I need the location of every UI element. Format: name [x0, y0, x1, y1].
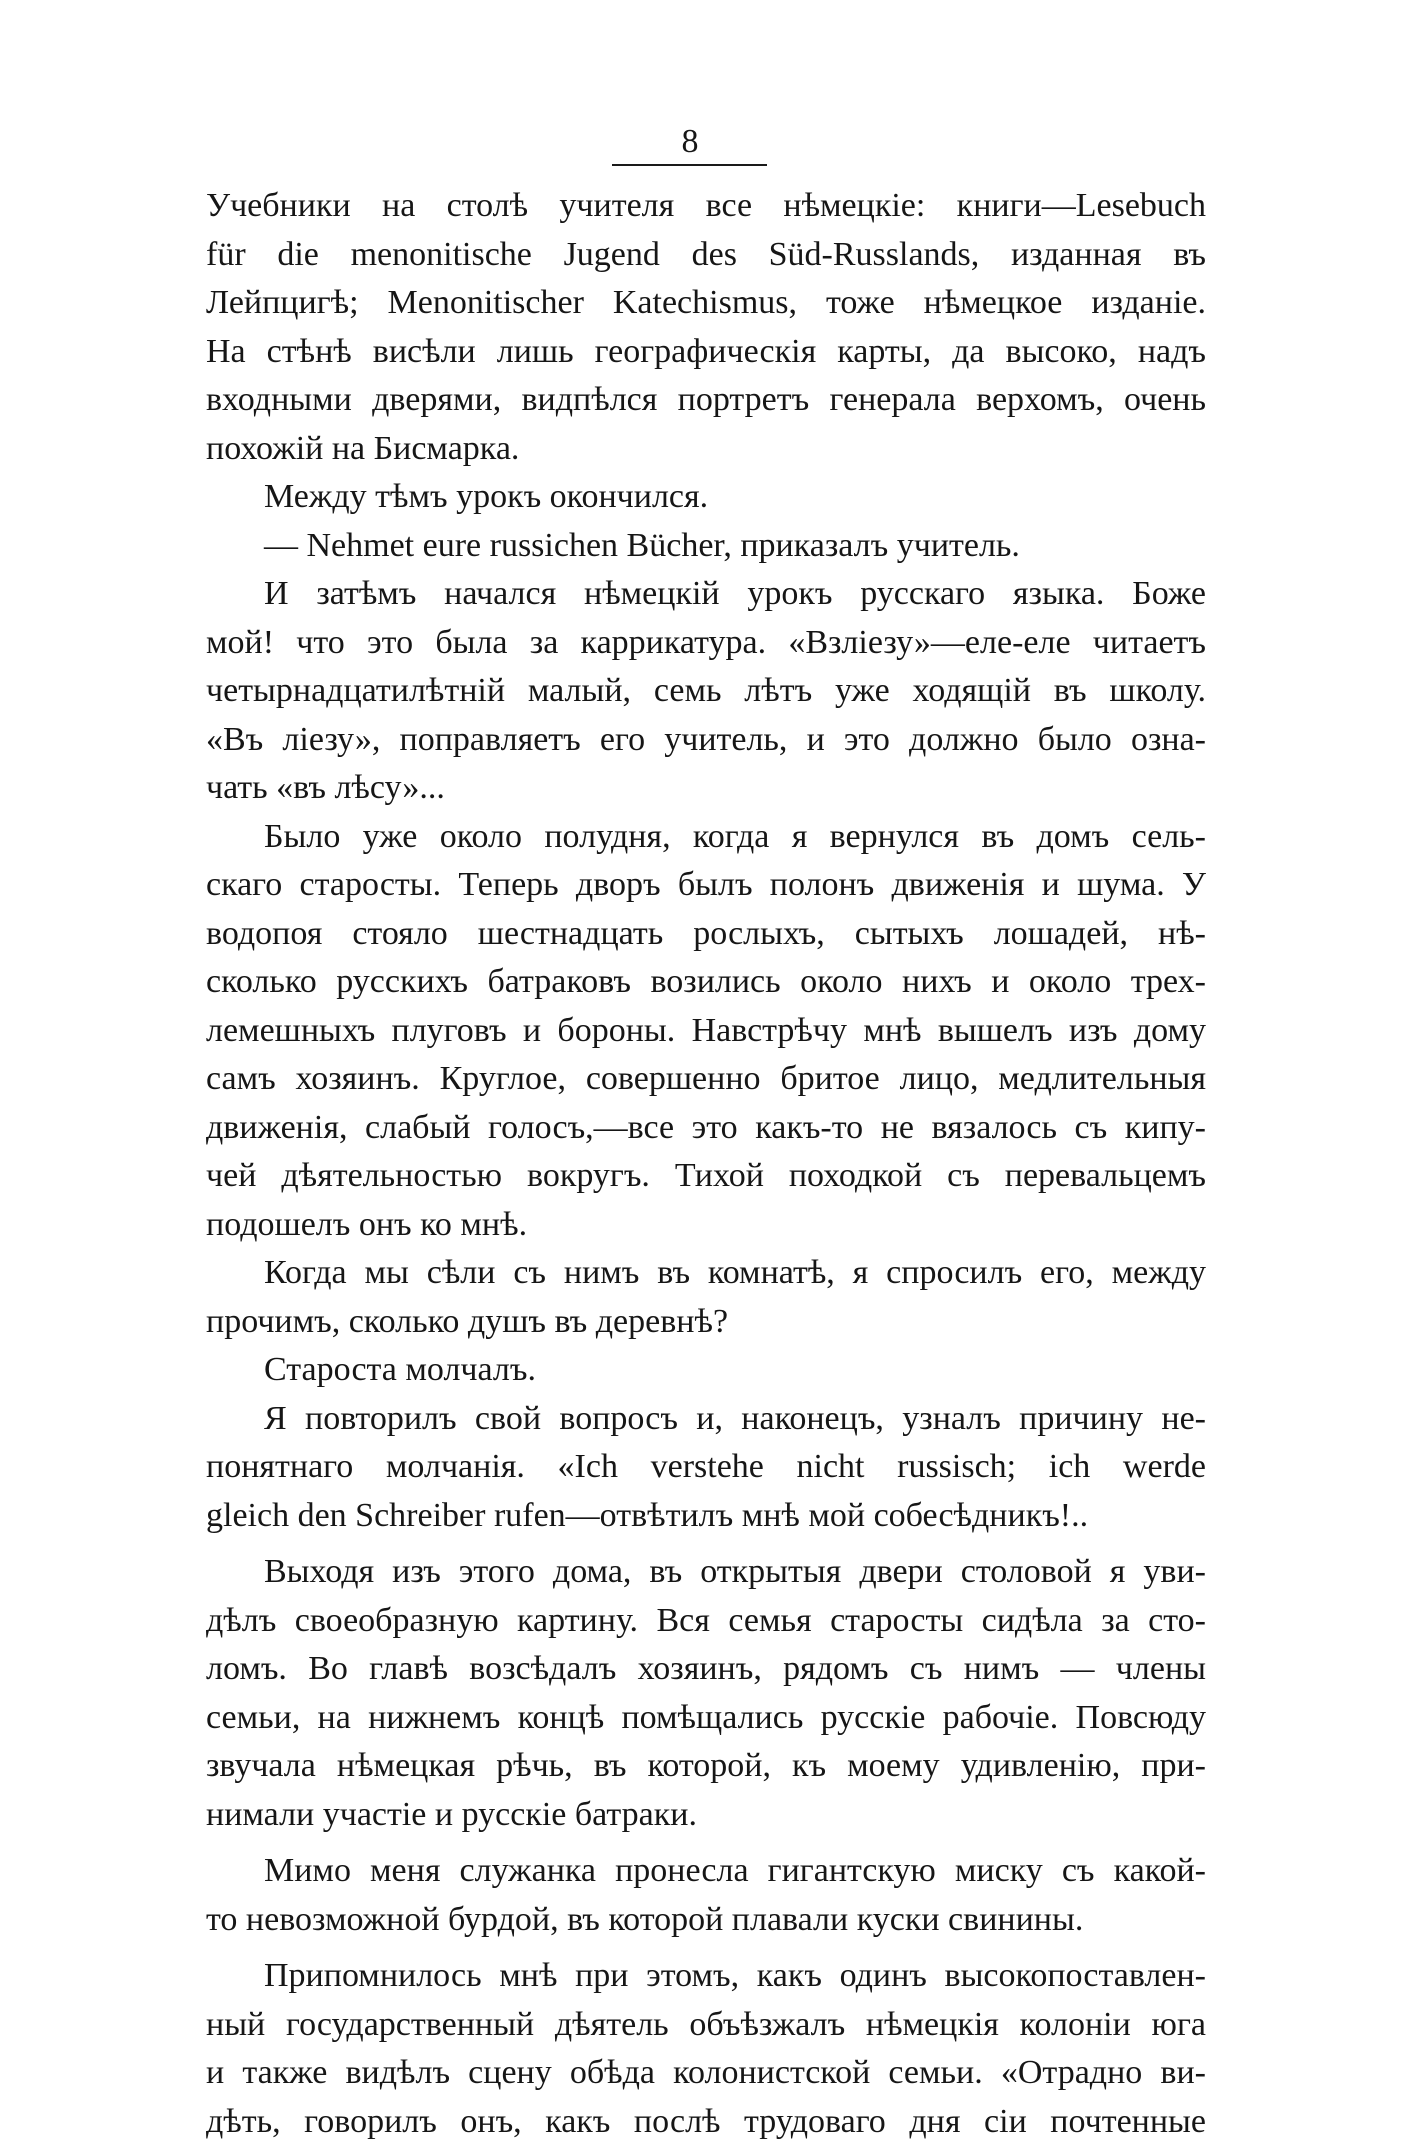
text-line: Староста молчалъ. — [206, 1346, 1206, 1395]
text-line: für die menonitische Jugend des Süd-Russlands, изданная въ — [206, 231, 1206, 280]
text-line: Припомнилось мнѣ при этомъ, какъ одинъ высокопоставлен- — [206, 1952, 1206, 2001]
text-line: И затѣмъ начался нѣмецкій урокъ русскаго языка. Боже — [206, 570, 1206, 619]
text-line: четырнадцатилѣтній малый, семь лѣтъ уже ходящій въ школу. — [206, 667, 1206, 716]
page-number: 8 — [0, 122, 1380, 162]
body-text — [206, 182, 1206, 2146]
text-line: мой! что это была за каррикатура. «Взліезу»—еле-еле читаетъ — [206, 619, 1206, 668]
text-line: Выходя изъ этого дома, въ открытыя двери столовой я уви- — [206, 1548, 1206, 1597]
text-line: Лейпцигѣ; Menonitischer Katechismus, тоже нѣмецкое изданіе. — [206, 279, 1206, 328]
text-line: чать «въ лѣсу»... — [206, 764, 1206, 813]
text-line: движенія, слабый голосъ,—все это какъ-то не вязалось съ кипу- — [206, 1104, 1206, 1153]
text-line: ломъ. Во главѣ возсѣдалъ хозяинъ, рядомъ съ нимъ — члены — [206, 1645, 1206, 1694]
text-line: прочимъ, сколько душъ въ деревнѣ? — [206, 1298, 1206, 1347]
page-number-rule — [612, 164, 767, 166]
text-line: лемешныхъ плуговъ и бороны. Навстрѣчу мнѣ вышелъ изъ дому — [206, 1007, 1206, 1056]
text-line: gleich den Schreiber rufen—отвѣтилъ мнѣ мой собесѣдникъ!.. — [206, 1492, 1206, 1541]
text-line: то невозможной бурдой, въ которой плавали куски свинины. — [206, 1896, 1206, 1945]
text-line: входными дверями, видпѣлся портретъ генерала верхомъ, очень — [206, 376, 1206, 425]
text-line: Учебники на столѣ учителя все нѣмецкіе: книги—Lesebuch — [206, 182, 1206, 231]
text-line: Мимо меня служанка пронесла гигантскую миску съ какой- — [206, 1847, 1206, 1896]
text-line: нимали участіе и русскіе батраки. — [206, 1791, 1206, 1840]
text-line: На стѣнѣ висѣли лишь географическія карты, да высоко, надъ — [206, 328, 1206, 377]
text-line: ный государственный дѣятель объѣзжалъ нѣмецкія колоніи юга — [206, 2001, 1206, 2050]
text-line: похожій на Бисмарка. — [206, 425, 1206, 474]
text-line: сколько русскихъ батраковъ возились около нихъ и около трех- — [206, 958, 1206, 1007]
text-line: Когда мы сѣли съ нимъ въ комнатѣ, я спросилъ его, между — [206, 1249, 1206, 1298]
text-line: «Въ ліезу», поправляетъ его учитель, и это должно было озна- — [206, 716, 1206, 765]
text-line: дѣлъ своеобразную картину. Вся семья старосты сидѣла за сто- — [206, 1597, 1206, 1646]
text-line: водопоя стояло шестнадцать рослыхъ, сытыхъ лошадей, нѣ- — [206, 910, 1206, 959]
text-line: понятнаго молчанія. «Ich verstehe nicht russisch; ich werde — [206, 1443, 1206, 1492]
text-line: звучала нѣмецкая рѣчь, въ которой, къ моему удивленію, при- — [206, 1742, 1206, 1791]
text-line: подошелъ онъ ко мнѣ. — [206, 1201, 1206, 1250]
text-line: Было уже около полудня, когда я вернулся въ домъ сель- — [206, 813, 1206, 862]
text-line: самъ хозяинъ. Круглое, совершенно бритое лицо, медлительныя — [206, 1055, 1206, 1104]
text-line: дѣть, говорилъ онъ, какъ послѣ трудоваго дня сіи почтенные — [206, 2098, 1206, 2146]
text-line: скаго старосты. Теперь дворъ былъ полонъ движенія и шума. У — [206, 861, 1206, 910]
text-line: Я повторилъ свой вопросъ и, наконецъ, узналъ причину не- — [206, 1395, 1206, 1444]
text-line: — Nehmet eure russichen Bücher, приказалъ учитель. — [206, 522, 1206, 571]
text-line: семьи, на нижнемъ концѣ помѣщались русскіе рабочіе. Повсюду — [206, 1694, 1206, 1743]
text-line: и также видѣлъ сцену обѣда колонистской семьи. «Отрадно ви- — [206, 2049, 1206, 2098]
text-line: чей дѣятельностью вокругъ. Тихой походкой съ перевальцемъ — [206, 1152, 1206, 1201]
text-line: Между тѣмъ урокъ окончился. — [206, 473, 1206, 522]
